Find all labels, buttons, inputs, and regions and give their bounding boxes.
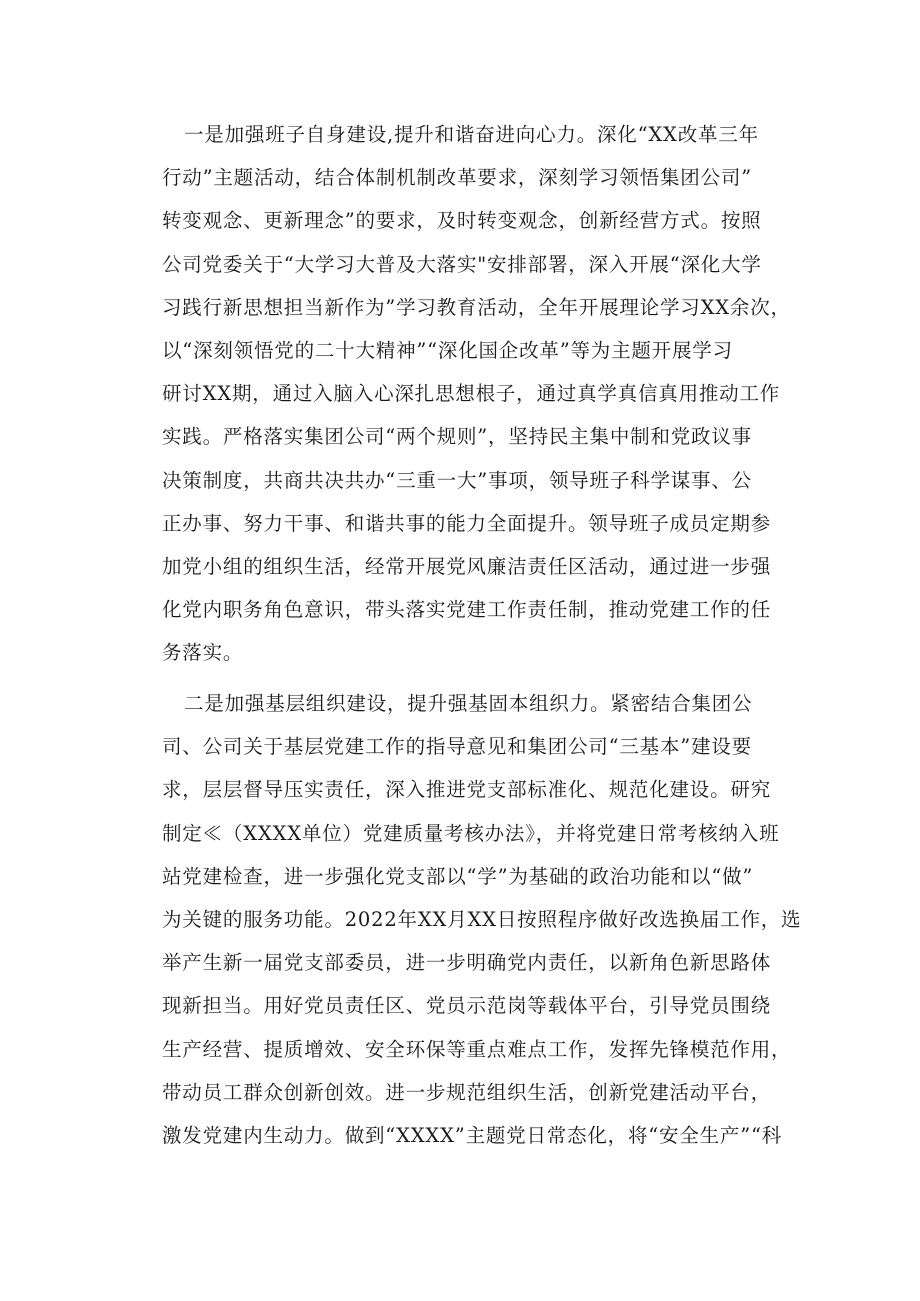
text-line: 化党内职务角色意识，带头落实党建工作责任制，推动党建工作的任 [162, 598, 772, 622]
text-line: 生产经营、提质增效、安全环保等重点难点工作，发挥先锋模范作用， [162, 1037, 792, 1061]
text-line: 加党小组的组织生活，经常开展党风廉洁责任区活动，通过进一步强 [162, 554, 772, 578]
text-line: 研讨XX期，通过入脑入心深扎思想根子，通过真学真信真用推动工作 [162, 382, 781, 406]
text-line: 习践行新思想担当新作为”学习教育活动，全年开展理论学习XX余次， [162, 295, 791, 319]
text-line: 公司党委关于“大学习大普及大落实"安排部署，深入开展“深化大学 [162, 252, 762, 276]
text-line: 以“深刻领悟党的二十大精神”“深化国企改革”等为主题开展学习 [162, 338, 733, 362]
text-line: 一是加强班子自身建设,提升和谐奋进向心力。深化“XX改革三年 [184, 123, 759, 146]
text-line: 制定≪（XXXX单位）党建质量考核办法》，并将党建日常考核纳入班 [162, 821, 780, 845]
text-line: 实践。严格落实集团公司“两个规则”，坚持民主集中制和党政议事 [162, 425, 752, 449]
text-line: 带动员工群众创新创效。进一步规范组织生活，创新党建活动平台， [162, 1080, 772, 1104]
text-line: 决策制度，共商共决共办“三重一大”事项，领导班子科学谋事、公 [162, 468, 752, 492]
text-line: 站党建检查，进一步强化党支部以“学”为基础的政治功能和以“做” [162, 864, 754, 888]
text-line: 现新担当。用好党员责任区、党员示范岗等载体平台，引导党员围绕 [162, 994, 772, 1018]
text-line: 行动”主题活动，结合体制机制改革要求，深刻学习领悟集团公司” [162, 166, 752, 190]
paragraph-team-building [162, 113, 802, 674]
text-line: 二是加强基层组织建设，提升强基固本组织力。紧密结合集团公 [184, 692, 753, 715]
text-line: 务落实。 [162, 641, 244, 665]
text-line: 举产生新一届党支部委员，进一步明确党内责任，以新角色新思路体 [162, 951, 772, 975]
text-line: 为关键的服务功能。2022年XX月XX日按照程序做好改选换届工作，选 [162, 907, 802, 931]
text-line: 司、公司关于基层党建工作的指导意见和集团公司“三基本”建设要 [162, 735, 752, 759]
text-line: 激发党建内生动力。做到“XXXX”主题党日常态化，将“安全生产”“科 [162, 1123, 783, 1147]
text-line: 转变观念、更新理念”的要求，及时转变观念，创新经营方式。按照 [162, 209, 762, 233]
paragraph-grassroots-organization [162, 682, 802, 1157]
text-line: 求，层层督导压实责任，深入推进党支部标准化、规范化建设。研究 [162, 778, 772, 802]
text-line: 正办事、努力干事、和谐共事的能力全面提升。领导班子成员定期参 [162, 511, 772, 535]
